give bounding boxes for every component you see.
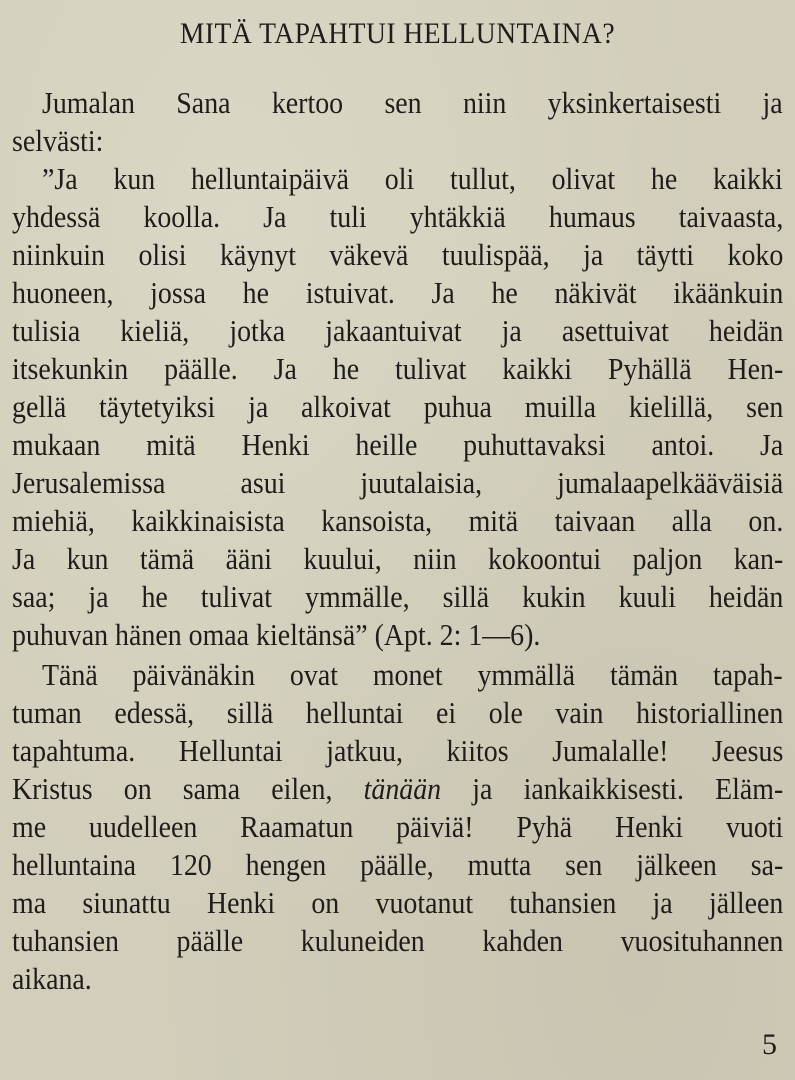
text-line: Jerusalemissa asui juutalaisia, jumalaapelkääväisiä <box>12 465 784 500</box>
text-line: helluntaina 120 hengen päälle, mutta sen jälkeen sa- <box>12 847 784 882</box>
text-line: ma siunattu Henki on vuotanut tuhansien ja jälleen <box>12 885 784 920</box>
text-line: saa; ja he tulivat ymmälle, sillä kukin kuuli heidän <box>12 579 784 614</box>
text-line: niinkuin olisi käynyt väkevä tuulispää, ja täytti koko <box>12 237 784 272</box>
text-line: selvästi: <box>12 123 104 158</box>
text-line: tulisia kieliä, jotka jakaantuivat ja asettuivat heidän <box>12 313 784 348</box>
text-line: Jumalan Sana kertoo sen niin yksinkertaisesti ja <box>42 85 783 120</box>
text-line: itsekunkin päälle. Ja he tulivat kaikki Pyhällä Hen- <box>12 351 784 386</box>
text-segment: Kristus on sama eilen, <box>12 771 364 806</box>
text-line: me uudelleen Raamatun päiviä! Pyhä Henki vuoti <box>12 809 784 844</box>
text-line: gellä täytetyiksi ja alkoivat puhua muilla kielillä, sen <box>12 389 784 424</box>
text-line-with-emphasis <box>12 770 783 808</box>
text-line: huoneen, jossa he istuivat. Ja he näkivät ikäänkuin <box>12 275 784 310</box>
text-line: tuman edessä, sillä helluntai ei ole vain historiallinen <box>12 695 784 730</box>
text-line: Ja kun tämä ääni kuului, niin kokoontui paljon kan- <box>12 541 784 576</box>
page-number: 5 <box>762 1028 777 1061</box>
text-line: mukaan mitä Henki heille puhuttavaksi antoi. Ja <box>12 427 784 462</box>
text-line: ”Ja kun helluntaipäivä oli tullut, olivat he kaikki <box>42 161 783 196</box>
text-line: tuhansien päälle kuluneiden kahden vuosituhannen <box>12 923 784 958</box>
emphasized-word: tänään <box>363 771 442 806</box>
text-line: yhdessä koolla. Ja tuli yhtäkkiä humaus taivaasta, <box>12 199 784 234</box>
text-line: tapahtuma. Helluntai jatkuu, kiitos Jumalalle! Jeesus <box>12 733 784 768</box>
text-line: Tänä päivänäkin ovat monet ymmällä tämän tapah- <box>42 657 783 692</box>
text-segment: ja iankaikkisesti. Eläm- <box>441 771 784 806</box>
text-line: aikana. <box>12 961 92 996</box>
page-title: MITÄ TAPAHTUI HELLUNTAINA? <box>179 17 616 50</box>
text-line: puhuvan hänen omaa kieltänsä” (Apt. 2: 1—6). <box>12 617 541 652</box>
text-line: miehiä, kaikkinaisista kansoista, mitä taivaan alla on. <box>12 503 784 538</box>
